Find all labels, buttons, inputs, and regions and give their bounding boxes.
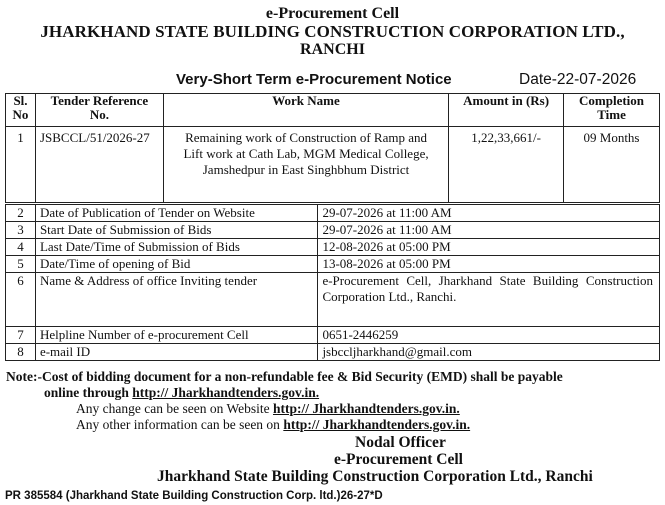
detail-label: Name & Address of office Inviting tender <box>35 273 317 327</box>
header-amount: Amount in (Rs) <box>449 94 564 127</box>
detail-value: 29-07-2026 at 11:00 AM <box>318 205 660 222</box>
note-line-2 <box>44 385 319 400</box>
table-row <box>6 327 660 344</box>
header-city: RANCHI <box>300 41 365 58</box>
header-sl: Sl. No <box>6 94 36 127</box>
note-line-4-text: Any other information can be seen on <box>76 417 284 432</box>
row-work: Remaining work of Construction of Ramp and Lift work at Cath Lab, MGM Medical College, Jamshedpur in East Singhbhum District <box>163 127 448 203</box>
detail-sl: 4 <box>6 239 36 256</box>
note-line-3-text: Any change can be seen on Website <box>76 401 273 416</box>
detail-value: 13-08-2026 at 05:00 PM <box>318 256 660 273</box>
row-amount: 1,22,33,661/- <box>449 127 564 203</box>
details-table <box>5 204 660 361</box>
tenders-link[interactable]: http:// Jharkhandtenders.gov.in. <box>132 385 320 400</box>
notice-title: Very-Short Term e-Procurement Notice <box>176 71 452 88</box>
table-row <box>6 239 660 256</box>
table-row <box>6 205 660 222</box>
row-sl: 1 <box>6 127 36 203</box>
note-line-1: Note:-Cost of bidding document for a non-refundable fee & Bid Security (EMD) shall be payable <box>6 369 563 384</box>
tender-table <box>5 93 660 203</box>
header-work: Work Name <box>163 94 448 127</box>
row-ref: JSBCCL/51/2026-27 <box>35 127 163 203</box>
detail-value: 29-07-2026 at 11:00 AM <box>318 222 660 239</box>
detail-label: e-mail ID <box>35 344 317 361</box>
detail-label: Start Date of Submission of Bids <box>35 222 317 239</box>
table-row <box>6 222 660 239</box>
tenders-link[interactable]: http:// Jharkhandtenders.gov.in. <box>283 417 471 432</box>
note-line-2-text: online through <box>44 385 133 400</box>
detail-label: Date of Publication of Tender on Website <box>35 205 317 222</box>
table-row <box>6 256 660 273</box>
detail-value: 0651-2446259 <box>318 327 660 344</box>
press-release-footer: PR 385584 (Jharkhand State Building Construction Corp. ltd.)26-27*D <box>5 490 383 502</box>
tenders-link[interactable]: http:// Jharkhandtenders.gov.in. <box>272 401 460 416</box>
note-line-4 <box>76 417 470 432</box>
detail-sl: 5 <box>6 256 36 273</box>
header-corporation: JHARKHAND STATE BUILDING CONSTRUCTION CORPORATION LTD., <box>40 22 625 41</box>
detail-sl: 6 <box>6 273 36 327</box>
detail-sl: 8 <box>6 344 36 361</box>
detail-sl: 2 <box>6 205 36 222</box>
detail-label: Last Date/Time of Submission of Bids <box>35 239 317 256</box>
signature-corporation: Jharkhand State Building Construction Corporation Ltd., Ranchi <box>157 468 593 485</box>
header-cell: e-Procurement Cell <box>265 5 400 22</box>
signature-cell: e-Procurement Cell <box>334 451 463 468</box>
table-row <box>6 344 660 361</box>
table-row <box>6 273 660 327</box>
notice-date: Date-22-07-2026 <box>519 71 637 88</box>
detail-label: Date/Time of opening of Bid <box>35 256 317 273</box>
signature-officer: Nodal Officer <box>355 434 446 451</box>
detail-value: e-Procurement Cell, Jharkhand State Building Construction Corporation Ltd., Ranchi. <box>318 273 660 327</box>
header-time: Completion Time <box>564 94 660 127</box>
detail-value: jsbccljharkhand@gmail.com <box>318 344 660 361</box>
table-row <box>6 127 660 203</box>
notice-row <box>0 71 665 91</box>
detail-label: Helpline Number of e-procurement Cell <box>35 327 317 344</box>
note-line-3 <box>76 401 460 416</box>
header-ref: Tender Reference No. <box>35 94 163 127</box>
row-time: 09 Months <box>564 127 660 203</box>
detail-sl: 3 <box>6 222 36 239</box>
detail-value: 12-08-2026 at 05:00 PM <box>318 239 660 256</box>
detail-sl: 7 <box>6 327 36 344</box>
